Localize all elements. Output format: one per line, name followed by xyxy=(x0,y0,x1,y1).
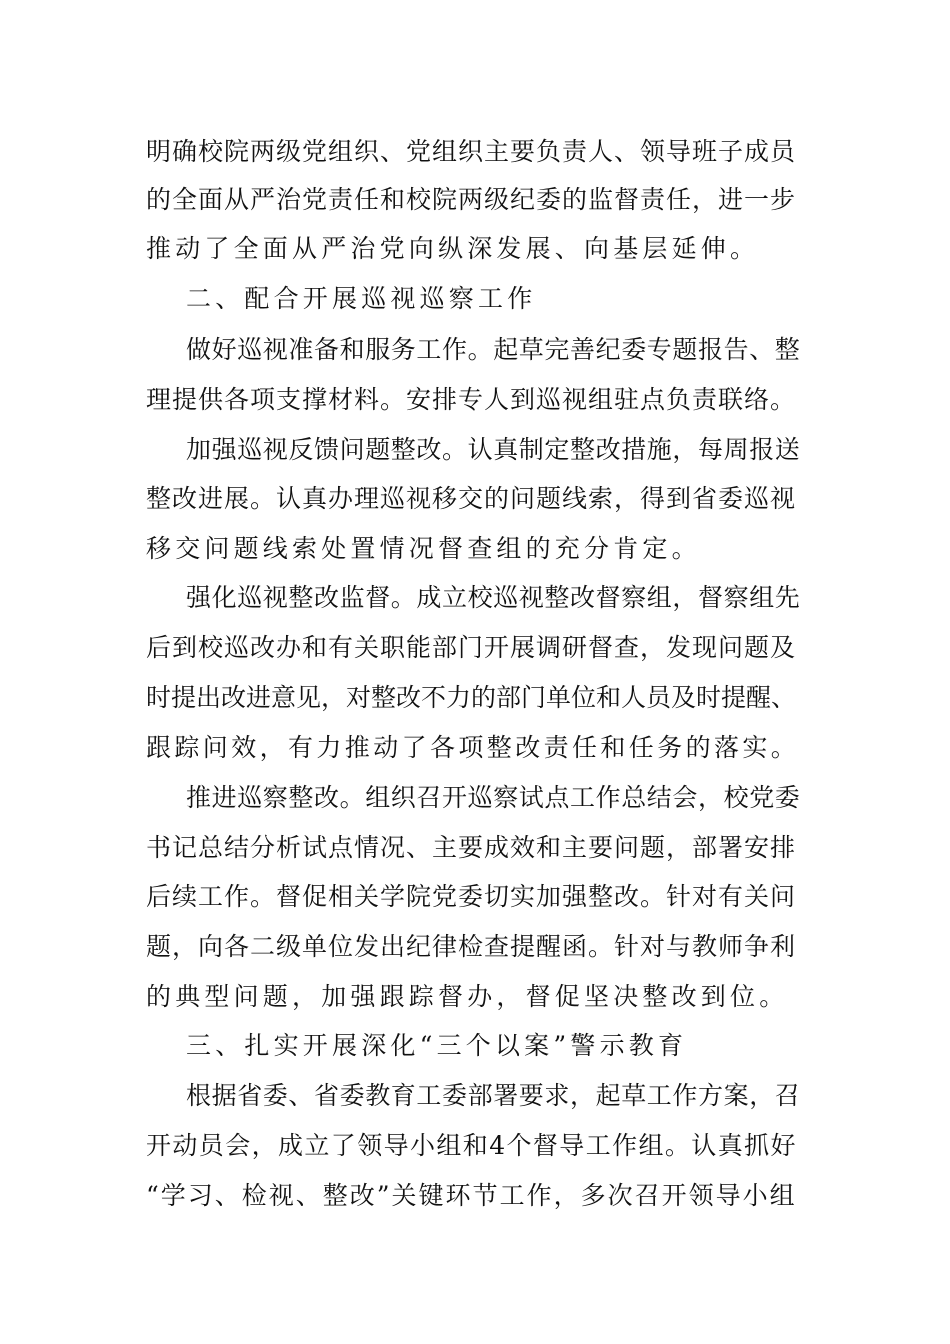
text-line: 题，向各二级单位发出纪律检查提醒函。针对与教师争利 xyxy=(146,932,797,961)
text-line: 后续工作。督促相关学院党委切实加强整改。针对有关问 xyxy=(146,882,797,911)
paragraph-first-line: 做好巡视准备和服务工作。起草完善纪委专题报告、整 xyxy=(186,335,801,364)
text-line: 推动了全面从严治党向纵深发展、向基层延伸。 xyxy=(146,234,760,263)
text-line: 后到校巡改办和有关职能部门开展调研督查，发现问题及 xyxy=(146,633,797,662)
paragraph-first-line: 根据省委、省委教育工委部署要求，起草工作方案，召 xyxy=(186,1081,801,1110)
text-line: 的全面从严治党责任和校院两级纪委的监督责任，进一步 xyxy=(146,185,797,214)
paragraph-first-line: 强化巡视整改监督。成立校巡视整改督察组，督察组先 xyxy=(186,583,801,612)
text-line: “学习、检视、整改”关键环节工作，多次召开领导小组 xyxy=(146,1181,797,1210)
text-line: 明确校院两级党组织、党组织主要负责人、领导班子成员 xyxy=(146,137,797,166)
text-line: 书记总结分析试点情况、主要成效和主要问题，部署安排 xyxy=(146,833,797,862)
text-line: 整改进展。认真办理巡视移交的问题线索，得到省委巡视 xyxy=(146,484,797,513)
text-line: 跟踪问效，有力推动了各项整改责任和任务的落实。 xyxy=(146,733,800,762)
paragraph-first-line: 加强巡视反馈问题整改。认真制定整改措施，每周报送 xyxy=(186,435,801,464)
text-line: 移交问题线索处置情况督查组的充分肯定。 xyxy=(146,534,701,563)
section-heading: 三、扎实开展深化“三个以案”警示教育 xyxy=(186,1031,688,1060)
paragraph-first-line: 推进巡察整改。组织召开巡察试点工作总结会，校党委 xyxy=(186,783,801,812)
text-line: 理提供各项支撑材料。安排专人到巡视组驻点负责联络。 xyxy=(146,385,797,414)
text-line: 的典型问题，加强跟踪督办，督促坚决整改到位。 xyxy=(146,982,789,1011)
text-line: 开动员会，成立了领导小组和4个督导工作组。认真抓好 xyxy=(146,1131,797,1160)
text-line: 时提出改进意见，对整改不力的部门单位和人员及时提醒、 xyxy=(146,683,797,712)
section-heading: 二、配合开展巡视巡察工作 xyxy=(186,284,537,313)
